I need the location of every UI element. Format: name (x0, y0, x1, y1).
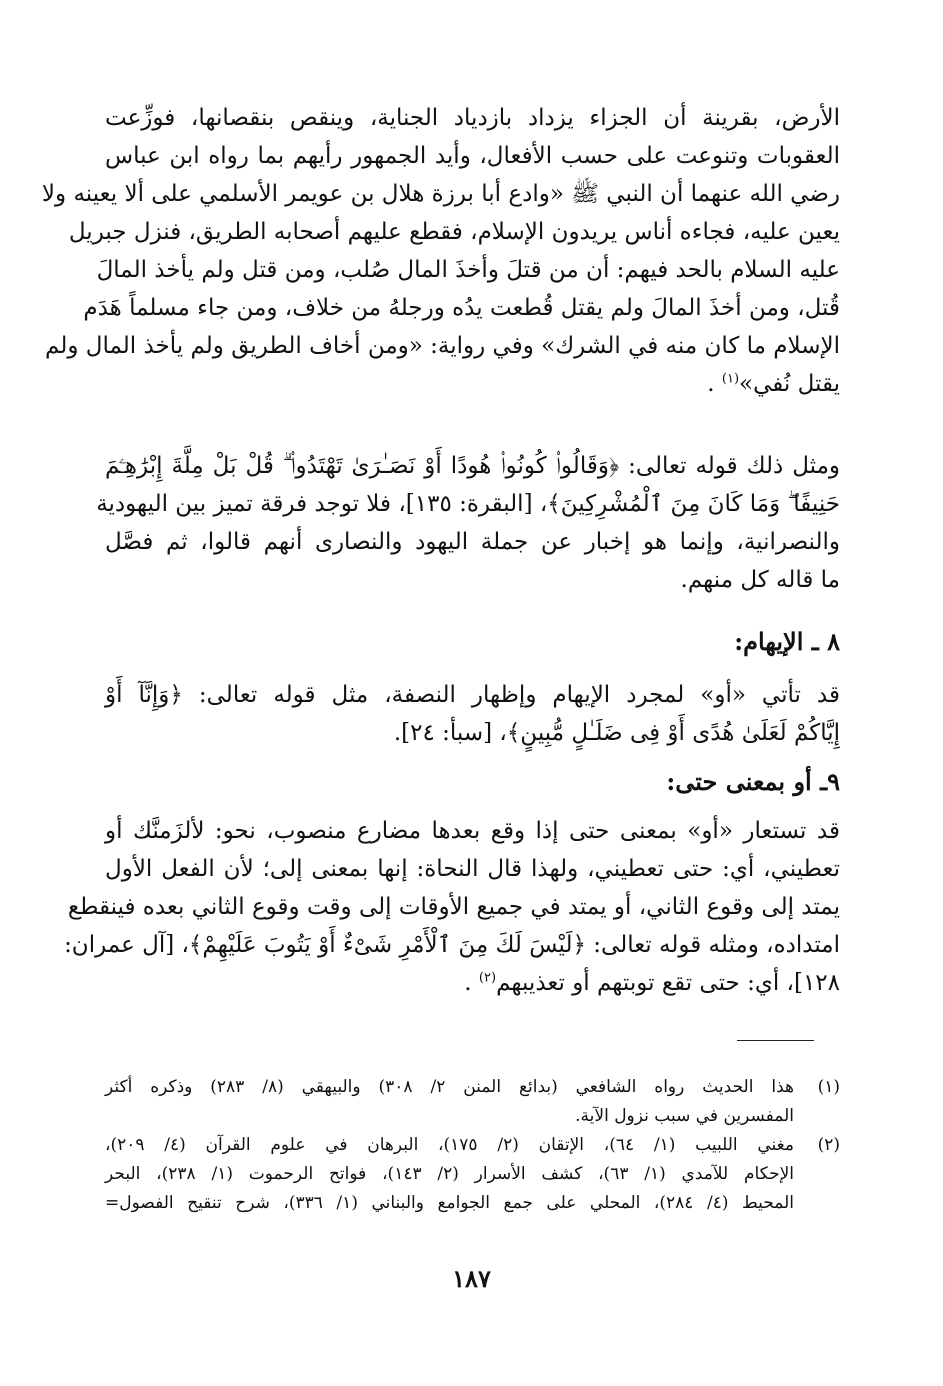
paragraph-ambiguity (105, 676, 840, 752)
text-line: قد تأتي «أو» لمجرد الإيهام وإظهار النصفة، مثل قوله تعالى: ﴿وَإِنَّآ أَوْ (105, 682, 840, 708)
text-line: والنصرانية، وإنما هو إخبار عن جملة اليهود والنصارى أنهم قالوا، ثم فصَّل (105, 529, 840, 555)
text-line: رضي الله عنهما أن النبي ﷺ «وادع أبا برزة هلال بن عويمر الأسلمي على ألا يعينه ولا (41, 181, 840, 207)
text-segment: يقتل نُفي» (739, 371, 840, 397)
footnote-1 (105, 1073, 840, 1131)
footnote-line: الإحكام للآمدي (١/ ٦٣)، كشف الأسرار (٢/ ١٤٣)، فواتح الرحموت (١/ ٢٣٨)، البحر (105, 1164, 794, 1184)
paragraph-example (96, 447, 840, 599)
text-line: الإسلام ما كان منه في الشرك» وفي رواية: «ومن أخاف الطريق ولم يأخذ المال ولم (45, 333, 840, 359)
paragraph-hadith (41, 99, 840, 403)
text-segment: ١٢٨]، أي: حتى تقع توبتهم أو تعذيبهم (496, 970, 840, 996)
text-line (105, 964, 840, 1002)
text-line: قُتل، ومن أخذَ المالَ ولم يقتل قُطعت يدُه ورجلهُ من خلاف، ومن جاء مسلماً هَدَم (83, 295, 840, 321)
heading-text: ٩ـ أو بمعنى حتى: (666, 767, 840, 796)
text-line: الأرض، بقرينة أن الجزاء يزداد بازدياد الجناية، وينقص بنقصانها، فوزِّعت (105, 105, 840, 131)
text-line (105, 365, 840, 403)
heading-text: ٨ ـ الإيهام: (734, 627, 840, 656)
period: . (464, 970, 472, 996)
footnote-number: (٢) (817, 1135, 840, 1155)
footnote-line: هذا الحديث رواه الشافعي (بدائع المنن ٢/ ٣٠٨) والبيهقي (٨/ ٢٨٣) وذكره أكثر (105, 1077, 794, 1097)
section-heading-9 (105, 762, 840, 802)
footnote-line: المحيط (٤/ ٢٨٤)، المحلي على جمع الجوامع والبناني (١/ ٣٣٦)، شرح تنقيح الفصول= (105, 1193, 794, 1213)
text-line: يعين عليه، فجاءه أناس يريدون الإسلام، فقطع عليهم أصحابه الطريق، فنزل جبريل (68, 219, 840, 245)
text-line: إِيَّاكُمْ لَعَلَىٰ هُدًى أَوْ فِى ضَلَـٰلٍ مُّبِينٍ﴾، [سبأ: ٢٤]. (393, 720, 840, 746)
text-line: ومثل ذلك قوله تعالى: ﴿وَقَالُوا۟ كُونُوا۟ هُودًا أَوْ نَصَـٰرَىٰ تَهْتَدُوا۟ ۗ قُلْ بَلْ مِلَّةَ إِبْرَٰهِـۧمَ (105, 453, 840, 479)
text-line: تعطيني، أي: حتى تعطيني، ولهذا قال النحاة: إنها بمعنى إلى؛ لأن الفعل الأول (105, 856, 840, 882)
text-line: عليه السلام بالحد فيهم: أن من قتلَ وأخذَ المال صُلب، ومن قتل ولم يأخذ المالَ (96, 257, 840, 283)
section-heading-8 (105, 622, 840, 662)
footnote-ref[interactable]: (١) (721, 371, 740, 387)
footnotes (105, 1073, 840, 1218)
footnote-line: مغني اللبيب (١/ ٦٤)، الإتقان (٢/ ١٧٥)، البرهان في علوم القرآن (٤/ ٢٠٩)، (105, 1135, 794, 1155)
footnote-line: المفسرين في سبب نزول الآية. (575, 1106, 794, 1126)
footnote-separator (737, 1040, 814, 1041)
paragraph-until (64, 812, 840, 1002)
text-line: امتداده، ومثله قوله تعالى: ﴿لَيْسَ لَكَ مِنَ ٱلْأَمْرِ شَىْءٌ أَوْ يَتُوبَ عَلَيْهِمْ﴾، [آل عمران: (64, 932, 840, 958)
footnote-number: (١) (817, 1077, 840, 1097)
text-line: يمتد إلى وقوع الثاني، أو يمتد في جميع الأوقات إلى وقت وقوع الثاني بعده فينقطع (67, 894, 840, 920)
text-line: حَنِيفًا ۖ وَمَا كَانَ مِنَ ٱلْمُشْرِكِينَ﴾، [البقرة: ١٣٥]، فلا توجد فرقة تميز بين اليهودية (96, 491, 840, 517)
footnote-ref[interactable]: (٢) (478, 970, 497, 986)
period: . (707, 371, 715, 397)
text-line: العقوبات وتنوعت على حسب الأفعال، وأيد الجمهور رأيهم بما رواه ابن عباس (105, 143, 840, 169)
footnote-2 (105, 1131, 840, 1218)
text-line: ما قاله كل منهم. (680, 567, 840, 593)
text-line: قد تستعار «أو» بمعنى حتى إذا وقع بعدها مضارع منصوب، نحو: لألزَمنَّك أو (105, 818, 840, 844)
page-number: ١٨٧ (452, 1264, 491, 1293)
